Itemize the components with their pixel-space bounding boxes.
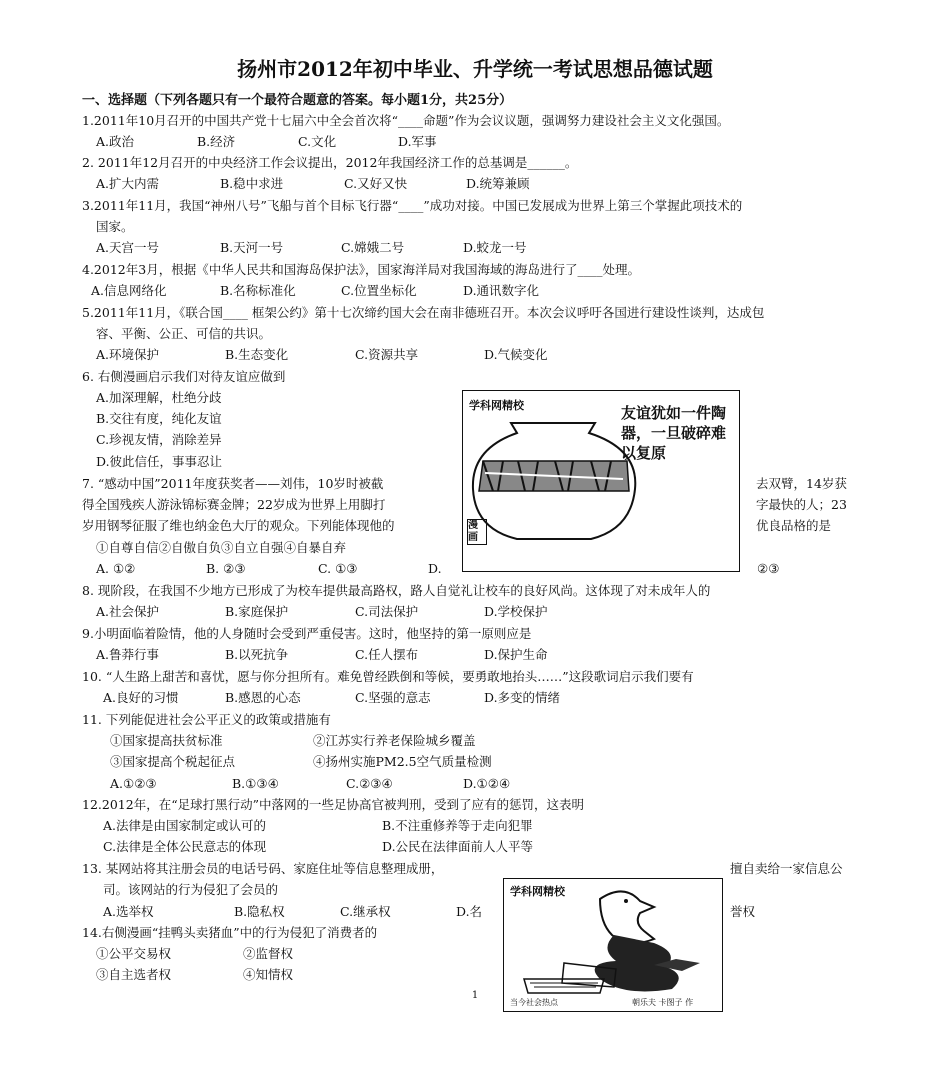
q14-statement-1: ①公平交易权 (96, 946, 172, 961)
q7-line1-tail: 去双臂，14岁获 (756, 476, 847, 491)
q4-option-d: D.通讯数字化 (463, 283, 540, 298)
cartoon2-watermark: 学科网精校 (510, 885, 565, 898)
page-title: 扬州市2012年初中毕业、升学统一考试思想品德试题 (237, 57, 713, 81)
q7-line2-tail: 字最快的人；23 (756, 497, 847, 512)
q10-option-d: D.多变的情绪 (484, 690, 561, 705)
q4-stem: 4.2012年3月，根据《中华人民共和国海岛保护法》，国家海洋局对我国海域的海岛进行了____处理。 (82, 262, 640, 277)
q13-option-d: D.名 (456, 904, 483, 919)
cartoon2-footer-right: 朝乐夫 卡图子 作 (632, 998, 694, 1007)
q9-option-a: A.鲁莽行事 (96, 647, 160, 662)
q3-option-a: A.天宫一号 (96, 240, 160, 255)
q6-stem: 6. 右侧漫画启示我们对待友谊应做到 (82, 369, 286, 384)
q13-option-d-tail: 誉权 (730, 904, 756, 919)
q9-stem: 9.小明面临着险情，他的人身随时会受到严重侵害。这时，他坚持的第一原则应是 (82, 626, 532, 641)
q10-stem: 10. “人生路上甜苦和喜忧，愿与你分担所有。难免曾经跌倒和等候，要勇敢地抬头……”这段歌词启示我们要有 (82, 669, 694, 684)
q7-option-d: D. (428, 561, 442, 576)
q13-option-a: A.选举权 (103, 904, 154, 919)
q9-option-b: B.以死抗争 (225, 647, 289, 662)
q14-statement-2: ②监督权 (243, 946, 294, 961)
q7-statements: ①自尊自信②自傲自负③自立自强④自暴自弃 (96, 540, 347, 555)
q1-stem: 1.2011年10月召开的中国共产党十七届六中全会首次将“____命题”作为会议议题，强调努力建设社会主义文化强国。 (82, 113, 730, 128)
q13-line2: 司。该网站的行为侵犯了会员的 (103, 882, 279, 897)
q7-line2: 得全国残疾人游泳锦标赛金牌；22岁成为世界上用脚打 (82, 497, 386, 512)
q12-option-d: D.公民在法律面前人人平等 (382, 839, 534, 854)
q1-option-b: B.经济 (197, 134, 236, 149)
q1-option-d: D.军事 (398, 134, 437, 149)
q7-option-d-tail: ②③ (757, 561, 780, 576)
q4-option-a: A.信息网络化 (91, 283, 167, 298)
cartoon1-watermark: 学科网精校 (469, 399, 524, 412)
q10-option-b: B.感恩的心态 (225, 690, 301, 705)
q3-option-d: D.蛟龙一号 (463, 240, 527, 255)
q14-statement-4: ④知情权 (243, 967, 294, 982)
q11-option-a: A.①②③ (110, 776, 157, 791)
q8-stem: 8. 现阶段，在我国不少地方已形成了为校车提供最高路权，路人自觉礼让校车的良好风尚。这体现了对未成年人的 (82, 583, 711, 598)
q11-option-c: C.②③④ (346, 776, 393, 791)
q1-option-a: A.政治 (96, 134, 135, 149)
q8-option-d: D.学校保护 (484, 604, 548, 619)
q11-statement-3: ③国家提高个税起征点 (110, 754, 236, 769)
q11-option-d: D.①②④ (463, 776, 511, 791)
q10-option-a: A.良好的习惯 (103, 690, 179, 705)
q2-stem: 2. 2011年12月召开的中央经济工作会议提出，2012年我国经济工作的总基调是______。 (82, 155, 578, 170)
friendship-cartoon (462, 390, 740, 572)
q5-option-a: A.环境保护 (96, 347, 160, 362)
q11-statement-2: ②江苏实行养老保险城乡覆盖 (313, 733, 476, 748)
q5-stem: 5.2011年11月，《联合国____ 框架公约》第十七次缔约国大会在南非德班召开。本次会议呼吁各国进行建设性谈判，达成包 (82, 305, 765, 320)
q6-option-a: A.加深理解，杜绝分歧 (96, 390, 222, 405)
q6-option-c: C.珍视友情，消除差异 (96, 432, 222, 447)
q14-statement-3: ③自主选者权 (96, 967, 172, 982)
q7-option-b: B. ②③ (206, 561, 246, 576)
q11-stem: 11. 下列能促进社会公平正义的政策或措施有 (82, 712, 331, 727)
q5-option-c: C.资源共享 (355, 347, 419, 362)
q1-option-c: C.文化 (298, 134, 337, 149)
q11-statement-4: ④扬州实施PM2.5空气质量检测 (313, 754, 492, 769)
cartoon1-caption: 友谊犹如一件陶器，一旦破碎难以复原 (621, 404, 727, 462)
q3-stem: 3.2011年11月，我国“神州八号”飞船与首个目标飞行器“____”成功对接。中国已发展成为世界上第三个掌握此项技术的 (82, 198, 743, 213)
cartoon1-seal: 漫画 (467, 519, 487, 545)
q13-line1-tail: 擅自卖给一家信息公 (730, 861, 843, 876)
q5-option-d: D.气候变化 (484, 347, 548, 362)
q5-option-b: B.生态变化 (225, 347, 289, 362)
section-heading: 一、选择题（下列各题只有一个最符合题意的答案。每小题1分，共25分） (82, 93, 513, 108)
q5-stem-cont: 容、平衡、公正、可信的共识。 (96, 326, 272, 341)
q12-stem: 12.2012年，在“足球打黑行动”中落网的一些足协高官被判刑，受到了应有的惩罚，这表明 (82, 797, 584, 812)
page-number: 1 (471, 990, 479, 1001)
q13-option-c: C.继承权 (340, 904, 391, 919)
q9-option-d: D.保护生命 (484, 647, 548, 662)
q13-option-b: B.隐私权 (234, 904, 285, 919)
q11-option-b: B.①③④ (232, 776, 279, 791)
q8-option-c: C.司法保护 (355, 604, 419, 619)
cartoon2-footer-left: 当今社会热点 (510, 998, 558, 1007)
q3-option-b: B.天河一号 (220, 240, 284, 255)
q7-line3-tail: 优良品格的是 (756, 518, 832, 533)
q3-stem-cont: 国家。 (96, 219, 134, 234)
q2-option-c: C.又好又快 (344, 176, 408, 191)
q7-option-a: A. ①② (96, 561, 136, 576)
q6-option-b: B.交往有度，纯化友谊 (96, 411, 222, 426)
q8-option-a: A.社会保护 (96, 604, 160, 619)
q11-statement-1: ①国家提高扶贫标准 (110, 733, 223, 748)
q7-line1: 7. “感动中国”2011年度获奖者——刘伟，10岁时被截 (82, 476, 384, 491)
q3-option-c: C.嫦娥二号 (341, 240, 405, 255)
q9-option-c: C.任人摆布 (355, 647, 419, 662)
q2-option-a: A.扩大内需 (96, 176, 160, 191)
q2-option-b: B.稳中求进 (220, 176, 284, 191)
q7-line3: 岁用钢琴征服了维也纳金色大厅的观众。下列能体现他的 (82, 518, 395, 533)
q4-option-b: B.名称标准化 (220, 283, 296, 298)
q8-option-b: B.家庭保护 (225, 604, 289, 619)
q2-option-d: D.统筹兼顾 (466, 176, 530, 191)
q4-option-c: C.位置坐标化 (341, 283, 417, 298)
q6-option-d: D.彼此信任，事事忍让 (96, 454, 223, 469)
q13-line1: 13. 某网站将其注册会员的电话号码、家庭住址等信息整理成册， (82, 861, 444, 876)
q7-option-c: C. ①③ (318, 561, 358, 576)
q14-stem: 14.右侧漫画“挂鸭头卖猪血”中的行为侵犯了消费者的 (82, 925, 378, 940)
q10-option-c: C.坚强的意志 (355, 690, 431, 705)
q12-option-a: A.法律是由国家制定或认可的 (103, 818, 267, 833)
q12-option-c: C.法律是全体公民意志的体现 (103, 839, 267, 854)
q12-option-b: B.不注重修养等于走向犯罪 (382, 818, 533, 833)
